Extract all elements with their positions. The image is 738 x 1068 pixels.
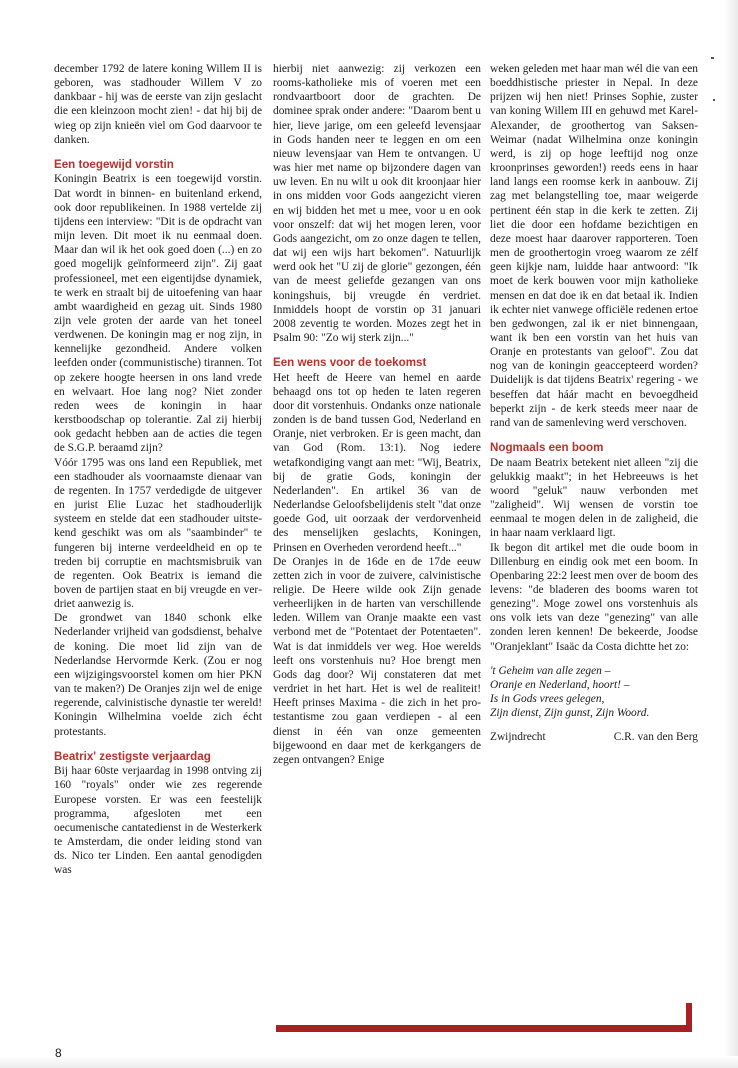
poem-line-3: Is in Gods vrees gelegen, [490, 693, 605, 706]
article-paragraph: december 1792 de latere koning Willem II is geboren, was stadhouder Willem V zo dankbaar - hij was de eerste van zijn geslacht die een kleinzoon mocht zien! - dat hij bij de wieg op zijn knieën viel om God daarvoor te danken. [54, 63, 262, 146]
article-paragraph: De grondwet van 1840 schonk elke Nederlander vrijheid van godsdienst, behalve de koning. Die moet lid zijn van de Nederlandse Hervormde Kerk. (Zou er nog een wijzigingsvoorstel komen om hier PKN van te maken?) De Oranjes zijn wel de enige regerende, calvinistische dynastie ter wereld! Koningin Wilhelmina voelde zich écht protestants. [54, 612, 262, 738]
article-column-1 [54, 62, 262, 877]
poem-line-4: Zijn dienst, Zijn gunst, Zijn Woord. [490, 707, 650, 720]
article-paragraph: Het heeft de Heere van hemel en aarde behaagd ons tot op heden te laten regeren door dit vorstenhuis. Ondanks onze nationale zonden is de band tussen God, Nederland en Oranje, niet verbroken. Er is geen macht, dan van God (Rom. 13:1). Nog iedere wetafkondiging vangt aan met: "Wij, Beatrix, bij de gratie Gods, koningin der Nederlanden". En artikel 36 van de Nederlandse Geloofsbelijdenis stelt "dat onze goede God, uit oorzaak der verdorvenheid des menselijken geslachts, Koningen, Prinsen en Overheden verordend heeft..." [273, 371, 481, 554]
article-column-2 [273, 62, 481, 767]
article-paragraph: Bij haar 60ste verjaardag in 1998 ontving zij 160 "royals" onder wie zes regerende Europese vorsten. Er was een feestelijk programma, afgesloten met een oecumenische cantatedienst in de Westerkerk te Amsterdam, die onder leiding stond van ds. Nico ter Linden. Een aantal genodigden was [54, 765, 262, 877]
article-column-3 [490, 62, 698, 745]
scan-bottom-shadow [0, 1056, 738, 1068]
page-number: 8 [55, 1046, 62, 1060]
signature [490, 730, 698, 744]
poem-quote [490, 664, 698, 721]
poem-line-2: Oranje en Nederland, hoort! – [490, 678, 630, 691]
poem-line-1: 't Geheim van alle zegen – [490, 664, 611, 677]
section-heading: Een toegewijd vorstin [54, 157, 174, 171]
article-paragraph: Ik begon dit artikel met die oude boom in Dillenburg en eindig ook met een boom. In Openbaring 22:2 leest men over de boom des levens: "de bladeren des booms waren tot genezing". Moge zowel ons vorstenhuis als ons volk iets van deze "genezing" van alle zonden leren kennen! De bekeerde, Joodse "Oranjeklant" Isaäc da Costa dichtte het zo: [490, 541, 698, 653]
signature-author: C.R. van den Berg [613, 731, 698, 744]
footer-rule-cap [686, 1003, 692, 1032]
article-paragraph: hierbij niet aanwezig: zij verkozen een rooms-katholieke mis of voeren met een rondvaartboort door de grachten. De dominee sprak onder andere: "Daarom bent u hier, lieve jarige, om een geleefd levensjaar in Gods handen neer te leggen en om een nieuw levensjaar van Hem te ontvangen. U was hier met name op bijzondere dagen van uw leven. En nu wilt u ook dit kroonjaar hier in ons midden voor Gods aangezicht vieren en wij bidden het met u mee, voor u en ook voor onszelf: dat wij het mogen leren, voor Gods aangezicht, om zo onze dagen te tellen, dat wij een wijs hart bekomen". Natuurlijk werd ook het "U zij de glorie" gezongen, één van de meest geliefde gezangen van ons koningshuis, bij vreugde én verdriet. Inmiddels hoopt de vorstin op 31 januari 2008 zeventig te worden. Mozes zegt het in Psalm 90: "Zo wij sterk zijn..." [273, 63, 481, 344]
scan-speck [711, 57, 714, 59]
scan-edge-shadow [724, 0, 738, 1068]
section-heading: Een wens voor de toekomst [273, 356, 427, 370]
scan-speck [713, 99, 715, 101]
signature-place: Zwijndrecht [490, 731, 546, 744]
article-paragraph: weken geleden met haar man wél die van een boeddhistische priester in Nepal. In deze prijzen wij hen niet! Prinses Sophie, zuster van koning Willem III en gehuwd met Karel-Alexander, de groothertog van Saksen-Weimar (nadat Wilhelmina onze koningin werd, is zij op hoge leeftijd nog onze kroonprinses geworden!) reeds eens in haar land langs een roomse kerk in aanbouw. Zij zag met belangstelling toe, maar weigerde pertinent één stap in die kerk te zetten. Zij liet die door een hofdame bezichtigen en deze moest haar daarover rapporteren. Toen men de groothertogin vroeg waarom ze zélf geen kijkje nam, luidde haar antwoord: "Ik moet de kerk bouwen voor mijn katholieke mensen en dat doe ik en dat betaal ik. Indien ik echter niet vanwege officiële redenen ertoe ben gedwongen, zal ik er niet binnengaan, want ik ben een vorstin van het huis van Oranje en protestants van geloof". Zou dat nog van de koningin geaccepteerd worden? Duidelijk is dat tijdens Beatrix' regering - we beseffen dat háár macht en bevoegdheid beperkt zijn - de kerk steeds meer naar de rand van de samenleving werd verschoven. [490, 63, 698, 429]
column-3-text [490, 62, 698, 654]
article-paragraph: De naam Beatrix betekent niet alleen "zij die gelukkig maakt"; in het Hebreeuws is het woord "geluk" nauw verbonden met "zaligheid". Wij wensen de vorstin toe eenmaal te mogen delen in de zaligheid, die in haar naam verklaard ligt. [490, 456, 698, 540]
article-paragraph: De Oranjes in de 16de en de 17de eeuw zetten zich in voor de zuivere, calvinistische religie. De Heere wilde ook Zijn genade verheerlijken in de harten van verschillende leden. Willem van Oranje maakte een vast verbond met de "Potentaet der Potentaeten". Wat is dat inmiddels ver weg. Hoe werelds leeft ons vorstenhuis nu? Hoe brengt men Gods dag door? Wij constateren dat met verdriet in het hart. Het is wel de realiteit! Heeft prinses Maxima - die zich in het protestantisme zou gaan verdiepen - al een dienst in één van onze gemeenten bijgewoond en daar met de kerkgangers de zegen ontvangen? Enige [273, 555, 481, 766]
article-paragraph: Vóór 1795 was ons land een Republiek, met een stadhouder als voornaamste dienaar van de regenten. In 1757 verdedigde de uitgever en jurist Elie Luzac het stadhouderlijk systeem en stelde dat een stadhouder uitstekend geschikt was om als "saambinder" te fungeren bij interne verdeeldheid en op te treden bij corruptie en machtsmisbruik van de regenten. Ook Beatrix is iemand die boven de partijen staat en bij vreugde en verdriet aanwezig is. [54, 456, 262, 611]
section-heading: Nogmaals een boom [490, 441, 604, 455]
section-heading: Beatrix' zestigste verjaardag [54, 749, 211, 763]
footer-rule [276, 1025, 688, 1032]
article-paragraph: Koningin Beatrix is een toegewijd vorstin. Dat wordt in binnen- en buitenland erkend, ook door republikeinen. In 1988 vertelde zij tijdens een interview: "Dit is de opdracht van mijn leven. Dit moet ik nu eenmaal doen. Maar dan wil ik het ook goed doen (...) en zo goed mogelijk geïnformeerd zijn". Zij gaat professioneel, met een eigentijdse dynamiek, te werk en straalt bij de uitoefening van haar ambt waardigheid en gezag uit. Sinds 1980 zijn vele groten der aarde van het toneel verdwenen. De koningin mag er nog zijn, in kennelijke gezondheid. Andere volken leefden onder (communistische) tirannen. Tot op zekere hoogte heersen in ons land vrede en welvaart. Hoe lang nog? Niet zonder reden wees de koningin in haar kerstboodschap op tolerantie. Zal zij hierbij ook gedacht hebben aan de acties die tegen de S.G.P. beraamd zijn? [54, 173, 262, 455]
